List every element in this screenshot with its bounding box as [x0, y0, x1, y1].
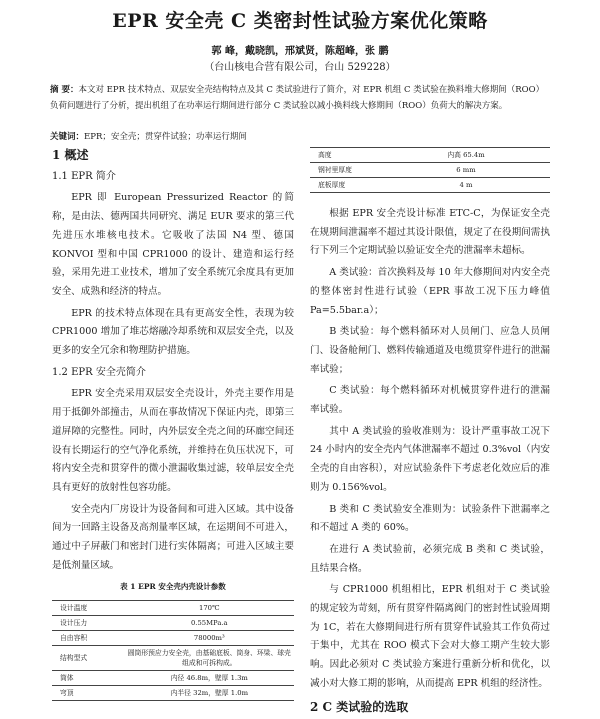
abstract	[50, 82, 550, 114]
table-value: 170℃	[125, 601, 294, 616]
table-key: 穹顶	[52, 686, 125, 701]
paragraph: B 类和 C 类试验安全准则为：试验条件下泄漏率之和不超过 A 类的 60%。	[310, 503, 550, 534]
table-key: 设计温度	[52, 601, 125, 616]
table-key: 钢衬里厚度	[310, 163, 382, 178]
table-value: 4 m	[382, 178, 550, 193]
section-heading-2: 2 C 类试验的选取	[310, 699, 409, 714]
table-row	[310, 148, 550, 163]
table-row	[52, 686, 294, 701]
keywords-text: EPR；安全壳；贯穿件试验；功率运行期间	[84, 132, 247, 142]
table-key: 筒体	[52, 671, 125, 686]
table-row	[52, 631, 294, 646]
paragraph: EPR 安全壳采用双层安全壳设计，外壳主要作用是用于抵御外部撞击，从而在事故情况下保证内壳，即第三道屏障的完整性。同时，内外层安全壳之间的环廊空间还设有长期运行的空气净化系统，并维持在负压状况下，可将内安全壳和贯穿件的微小泄漏收集过滤，较单层安全壳具有更好的放射性包容功能。	[52, 388, 294, 493]
paragraph: EPR 即 European Pressurized Reactor 的简称，是由法、德两国共同研究、满足 EUR 要求的第三代先进压水堆核电技术。它吸收了法国 N4 型、德国 KONVOI 型和中国 CPR1000 的设计、建造和运行经验，采用先进工业技术，增加了安全系统冗余度具有更加安全、成熟和经济的特点。	[52, 192, 294, 297]
abstract-text: 本文对 EPR 技术特点、双层安全壳结构特点及其 C 类试验进行了简介，对 EPR 机组 C 类试验在换料堆大修期间（ROO）负荷问题进行了分析，提出机组了在功率运行期间进行部分 C 类试验以减小换料线大修期间（ROO）负荷大的解决方案。	[50, 85, 545, 111]
section-heading-1-1: 1.1 EPR 简介	[52, 170, 116, 182]
table-value: 圆筒形预应力安全壳，由基础底板、筒身、环梁、球壳组成和可拆构成。	[125, 646, 294, 671]
table-key: 结构型式	[52, 646, 125, 671]
table-key: 高度	[310, 148, 382, 163]
abstract-label: 摘 要：	[50, 85, 79, 95]
table-value: 内径 46.8m，壁厚 1.3m	[125, 671, 294, 686]
paper-title: EPR 安全壳 C 类密封性试验方案优化策略	[112, 10, 488, 32]
table-caption: 表 1 EPR 安全壳内壳设计参数	[120, 582, 226, 592]
paragraph: A 类试验：首次换料及每 10 年大修期间对内安全壳的整体密封性进行试验（EPR 事故工况下压力峰值 Pa=5.5bar.a）；	[310, 267, 550, 316]
table-value: 0.55MPa.a	[125, 616, 294, 631]
table-row	[52, 616, 294, 631]
paragraph: 根据 EPR 安全壳设计标准 ETC-C，为保证安全壳在规期间泄漏率不超过其设计限值，规定了在役期间需执行下列三个定期试验以验证安全壳的泄漏率未超标。	[310, 208, 550, 257]
table-row	[310, 178, 550, 193]
paragraph: C 类试验：每个燃料循环对机械贯穿件进行的泄漏率试验。	[310, 385, 550, 416]
table-value: 6 mm	[382, 163, 550, 178]
section-heading-1: 1 概述	[52, 148, 89, 162]
paragraph: 安全壳内厂房设计为设备间和可进入区域。其中设备间为一回路主设备及高剂量率区域，在运期间不可进入，通过中子屏蔽门和密封门进行实体隔离；可进入区域主要是低剂量区域。	[52, 503, 294, 571]
table-key: 底板厚度	[310, 178, 382, 193]
paragraph: B 类试验：每个燃料循环对人员闸门、应急人员闸门、设备舱闸门、燃料传输通道及电缆贯穿件进行的泄漏率试验；	[310, 326, 550, 375]
section-heading-1-2: 1.2 EPR 安全壳简介	[52, 366, 146, 378]
design-parameter-table-continued	[310, 147, 550, 193]
paragraph: 其中 A 类试验的验收准则为：设计严重事故工况下 24 小时内的安全壳内气体泄漏率不超过 0.3%vol（内安全壳的自由容积），对应试验条件下考虑老化效应后的准则为 0.156%vol。	[310, 425, 550, 493]
table-key: 自由容积	[52, 631, 125, 646]
table-key: 设计压力	[52, 616, 125, 631]
affiliation: （台山核电合营有限公司，台山 529228）	[204, 62, 396, 73]
table-value: 78000m³	[125, 631, 294, 646]
paragraph: 在进行 A 类试验前，必须完成 B 类和 C 类试验，且结果合格。	[310, 543, 550, 574]
paragraph: 与 CPR1000 机组相比，EPR 机组对于 C 类试验的规定较为苛刻，所有贯穿件隔离阀门的密封性试验周期为 1C，若在大修期间进行所有贯穿件试验其工作负荷过于集中，尤其在 ROO 模式下会对大修工期产生较大影响。因此必须对 C 类试验方案进行重新分析和优化，以减小对大修工期的影响，从而提高 EPR 机组的经济性。	[310, 584, 550, 689]
table-value: 内半径 32m，壁厚 1.0m	[125, 686, 294, 701]
table-row	[52, 646, 294, 671]
table-row	[310, 163, 550, 178]
table-value: 内高 65.4m	[382, 148, 550, 163]
right-column	[310, 205, 550, 719]
paragraph: EPR 的技术特点体现在具有更高安全性，表现为较 CPR1000 增加了堆芯熔融冷却系统和双层安全壳，以及更多的安全冗余和物理防护措施。	[52, 307, 294, 357]
table-row	[52, 671, 294, 686]
design-parameter-table	[52, 600, 294, 701]
keywords	[50, 130, 550, 144]
author-list: 郭 峰，戴晓凯，邢斌贤，陈超峰，张 鹏	[211, 46, 389, 57]
left-column	[52, 146, 294, 701]
keywords-label: 关键词：	[50, 132, 85, 142]
table-row	[52, 601, 294, 616]
